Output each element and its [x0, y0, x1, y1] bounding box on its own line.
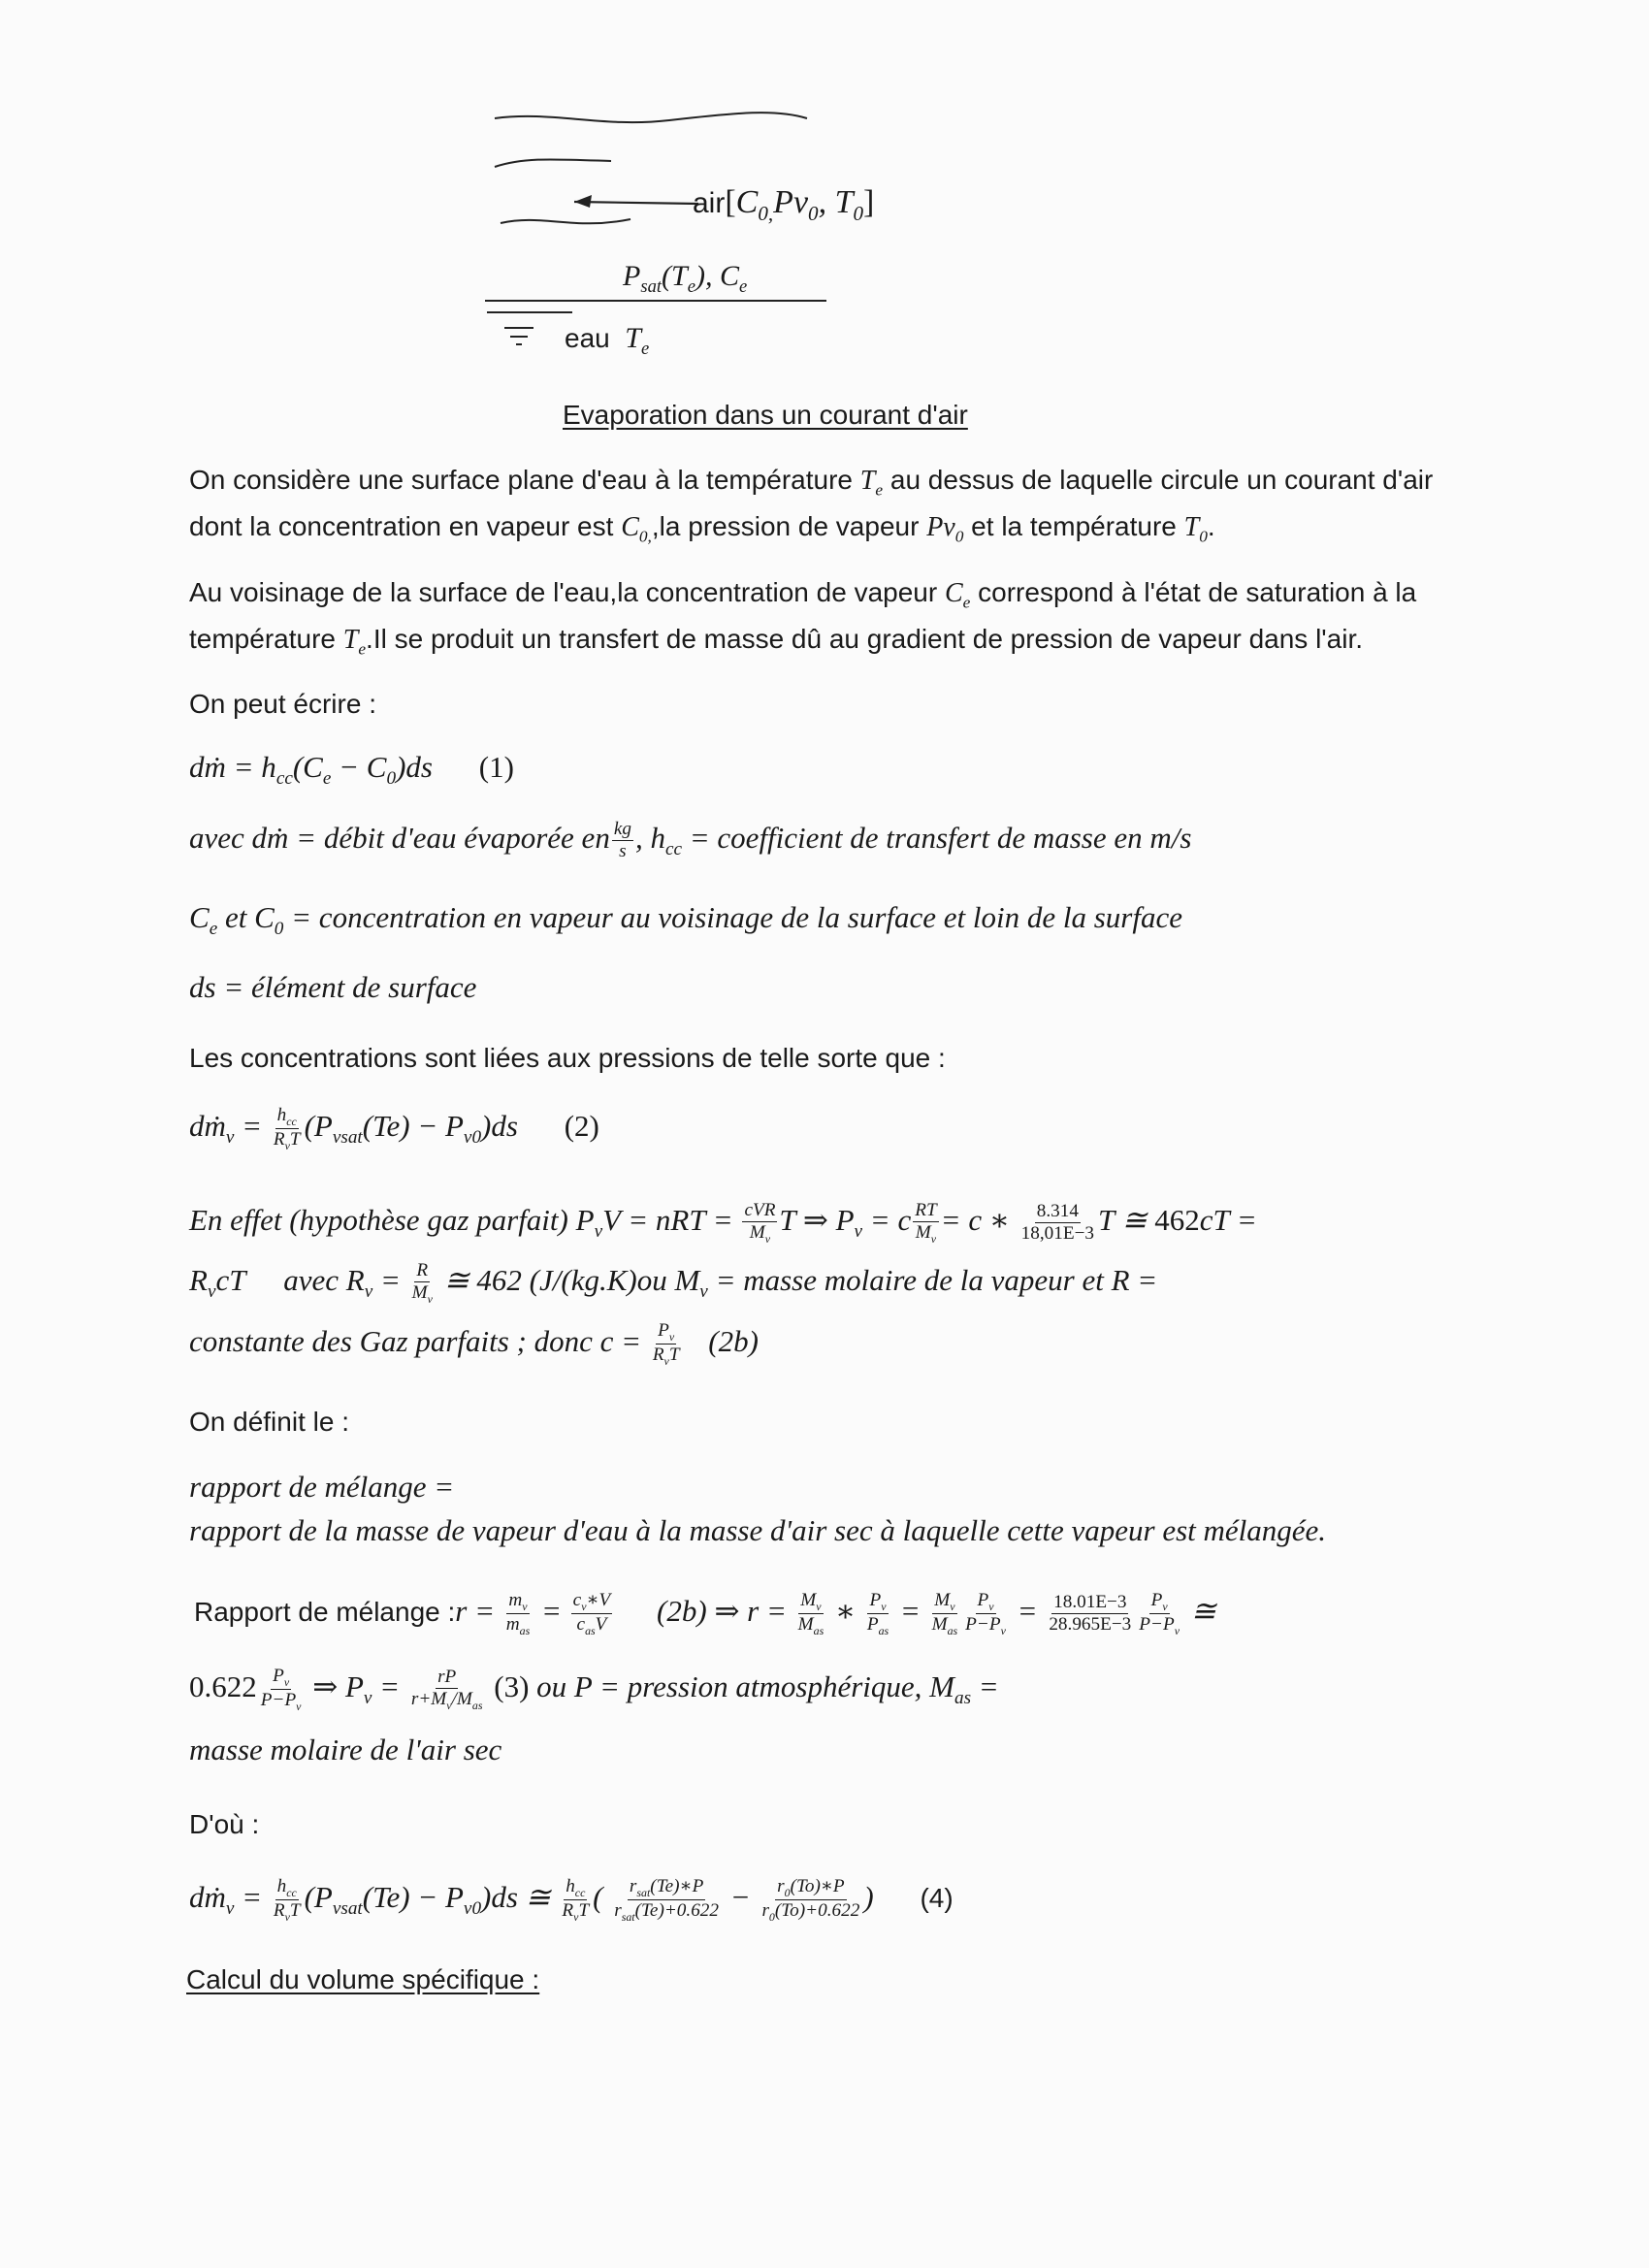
- ideal-gas-line-3: constante des Gaz parfaits ; donc c = $\frac{P_v}{R_vT}$ (2b): [189, 1320, 759, 1369]
- equation-2-tag: (2): [564, 1108, 599, 1143]
- equation-4: dṁ$_v$ = $\frac{h_{cc}}{R_vT}$ $(P_{vsat}(Te) - P_{v0})ds$ ≅ $\frac{h_{cc}}{R_vT}$ ( $\frac{r_{sat}(Te)∗P}{r_{sat}(Te)+0.622}$ − $\frac{r_0(To)∗P}{r_0(To)+0.622}$ ) (4): [189, 1876, 954, 1925]
- diagram-lines: [466, 97, 892, 378]
- mixing-ratio-equation: Rapport de mélange :r = $\frac{m_v}{m_{as}}$ = $\frac{c_v∗V}{c_{as}V}$ (2b) ⇒ r = $\frac{M_v}{M_{as}}$ ∗ $\frac{P_v}{P_{as}}$ = $\frac{M_v}{M_{as}}$ $\frac{P_v}{P-P_v}$ = $\frac{18.01E-3}{28.965E-3}$ $\frac{P_v}{P-P_v}$ ≅: [194, 1590, 1216, 1638]
- evaporation-diagram: [466, 97, 892, 378]
- water-label: eau $T_e$: [565, 322, 650, 359]
- dou-label: D'où :: [189, 1809, 260, 1839]
- rapport-title: rapport de mélange =: [189, 1470, 455, 1504]
- definition-concentrations: $C_e$ et $C_0$ = concentration en vapeur au voisinage de la surface et loin de la surface: [189, 900, 1182, 940]
- equation-1-tag: (1): [478, 750, 514, 784]
- concentrations-text: Les concentrations sont liées aux pressions de telle sorte que :: [189, 1043, 946, 1073]
- definition-ds: ds = élément de surface: [189, 970, 477, 1004]
- definition-mass-rate: avec dṁ = débit d'eau évaporée en $\frac{kg}{s}$ , $h_{cc}$ = coefficient de transfert de masse en m/s: [189, 819, 1192, 862]
- intro-paragraph: On considère une surface plane d'eau à la température $T_e$ au dessus de laquelle circule un courant d'air dont la concentration en vapeur est $C_{0,},la$ pression de vapeur $Pv_0$ et la température $T_0$.: [189, 465, 1434, 546]
- saturation-paragraph: Au voisinage de la surface de l'eau,la concentration de vapeur $C_e$ correspond à l'état de saturation à la température $T_e.Il$ se produit un transfert de masse dû au gradient de pression de vapeur dans l'air.: [189, 577, 1417, 659]
- mixing-ratio-line-2: 0.622 $\frac{P_v}{P-P_v}$ ⇒ $P_v$ = $\frac{rP}{r+M_v/M_{as}}$ (3) ou P = pression atmosphérique, $M_{as}$ =: [189, 1666, 999, 1714]
- section-title: Evaporation dans un courant d'air: [563, 400, 968, 430]
- ideal-gas-line-1: En effet (hypothèse gaz parfait) $P_vV$ = nRT = $\frac{\text{cVR}}{M_v}$ T ⇒ $P_v = c$ $\frac{RT}{M_v}$ = c ∗ $\frac{8.314}{18,01E-3}$ T ≅ 462cT =: [189, 1200, 1257, 1247]
- equation-2: dṁ$_v$ = $\frac{h_{cc}}{R_vT}$ $(P_{vsat}(Te) - P_{v0})ds$ (2): [189, 1105, 599, 1153]
- airflow-arrow-icon: [574, 202, 698, 204]
- on-peut-ecrire: On peut écrire :: [189, 689, 376, 719]
- surface-pressure-label: $P_{sat}(T_e)$, $C_e$: [623, 260, 748, 297]
- calc-volume-title: Calcul du volume spécifique :: [186, 1964, 540, 1994]
- on-definit: On définit le :: [189, 1407, 349, 1437]
- rapport-definition: rapport de la masse de vapeur d'eau à la masse d'air sec à laquelle cette vapeur est mélangée.: [189, 1513, 1327, 1547]
- ideal-gas-line-2: $R_vcT$ avec $R_v$ = $\frac{R}{M_v}$ ≅ 462 (J/(kg.K)ou $M_v$ = masse molaire de la vapeur et R =: [189, 1260, 1158, 1307]
- equation-1: dṁ = $h_{cc}(C_e - C_0)ds$ (1): [189, 750, 514, 790]
- air-label: $air[C_{0,}Pv_0$, $T_0$]: [693, 184, 875, 225]
- masse-molaire-air: masse molaire de l'air sec: [189, 1733, 502, 1766]
- equation-4-tag: (4): [920, 1882, 954, 1913]
